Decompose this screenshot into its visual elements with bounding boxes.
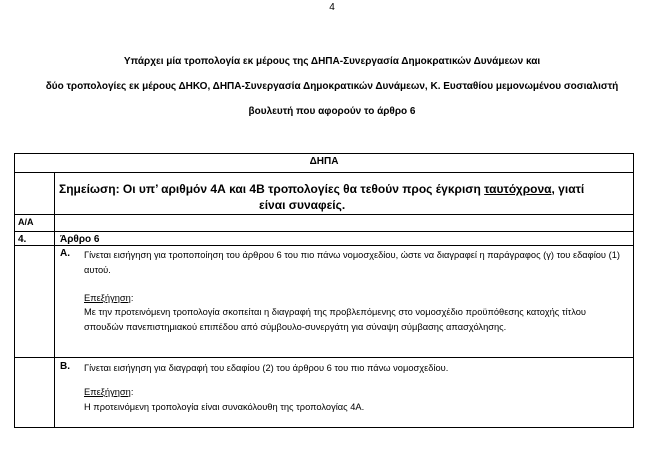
intro-line-3: βουλευτή που αφορούν το άρθρο 6: [248, 106, 416, 117]
table-rule: [15, 245, 633, 246]
note-tail: είναι συναφείς.: [259, 198, 346, 212]
amendment-a-letter: Α.: [60, 248, 70, 259]
note-emphasis: ταυτόχρονα: [484, 182, 552, 196]
note: [59, 181, 619, 213]
table-rule: [15, 357, 633, 358]
amendment-b-explanation-colon: :: [130, 387, 134, 397]
note-prefix: Σημείωση: Οι υπ’ αριθμόν 4Α και 4Β τροπολογίες θα τεθούν προς έγκριση: [59, 182, 485, 196]
amendment-b-letter: Β.: [60, 361, 70, 372]
amendment-a-text: Γίνεται εισήγηση για τροποποίηση του άρθρου 6 του πιο πάνω νομοσχεδίου, ώστε να διαγραφεί η παράγραφος (γ) του εδαφίου (1) αυτού.: [84, 250, 620, 275]
party-heading: ΔΗΠΑ: [309, 156, 339, 167]
amendment-b-explanation-heading: [84, 385, 624, 400]
aa-label: Α/Α: [18, 217, 34, 227]
intro-line-2: δύο τροπολογίες εκ μέρους ΔΗΚΟ, ΔΗΠΑ-Συνεργασία Δημοκρατικών Δυνάμεων, Κ. Ευσταθίου μεμονωμένου σοσιαλιστή: [45, 81, 619, 92]
amendments-table: [14, 153, 634, 428]
intro-line-1: Υπάρχει μία τροπολογία εκ μέρους της ΔΗΠΑ-Συνεργασία Δημοκρατικών Δυνάμεων και: [123, 56, 541, 67]
note-suffix: , γιατί: [551, 182, 585, 196]
amendment-b-text: Γίνεται εισήγηση για διαγραφή του εδαφίου (2) του άρθρου 6 του πιο πάνω νομοσχεδίου.: [84, 363, 449, 373]
table-rule: [15, 231, 633, 232]
amendment-b-explanation-label: Επεξήγηση: [84, 387, 131, 397]
article-title: Άρθρο 6: [60, 234, 100, 245]
amendment-a-explanation: Με την προτεινόμενη τροπολογία σκοπείται η διαγραφή της προβλεπόμενης στο νομοσχέδιο προϋπόθεσης κατοχής τίτλου σπουδών πανεπιστημιακού επιπέδου από σύμβουλο-συνεργάτη για σύναψη σύμβασης απασχόλησης.: [84, 307, 586, 332]
amendment-a-explanation-colon: :: [130, 293, 134, 303]
page-number: 4: [329, 2, 335, 13]
amendment-a-explanation-label: Επεξήγηση: [84, 293, 131, 303]
amendment-b-explanation: Η προτεινόμενη τροπολογία είναι συνακόλουθη της τροπολογίας 4Α.: [84, 402, 365, 412]
table-rule: [15, 214, 633, 215]
item-number: 4.: [18, 234, 27, 245]
table-rule: [54, 172, 55, 428]
table-rule: [15, 172, 633, 173]
amendment-a-explanation-heading: [84, 291, 624, 306]
